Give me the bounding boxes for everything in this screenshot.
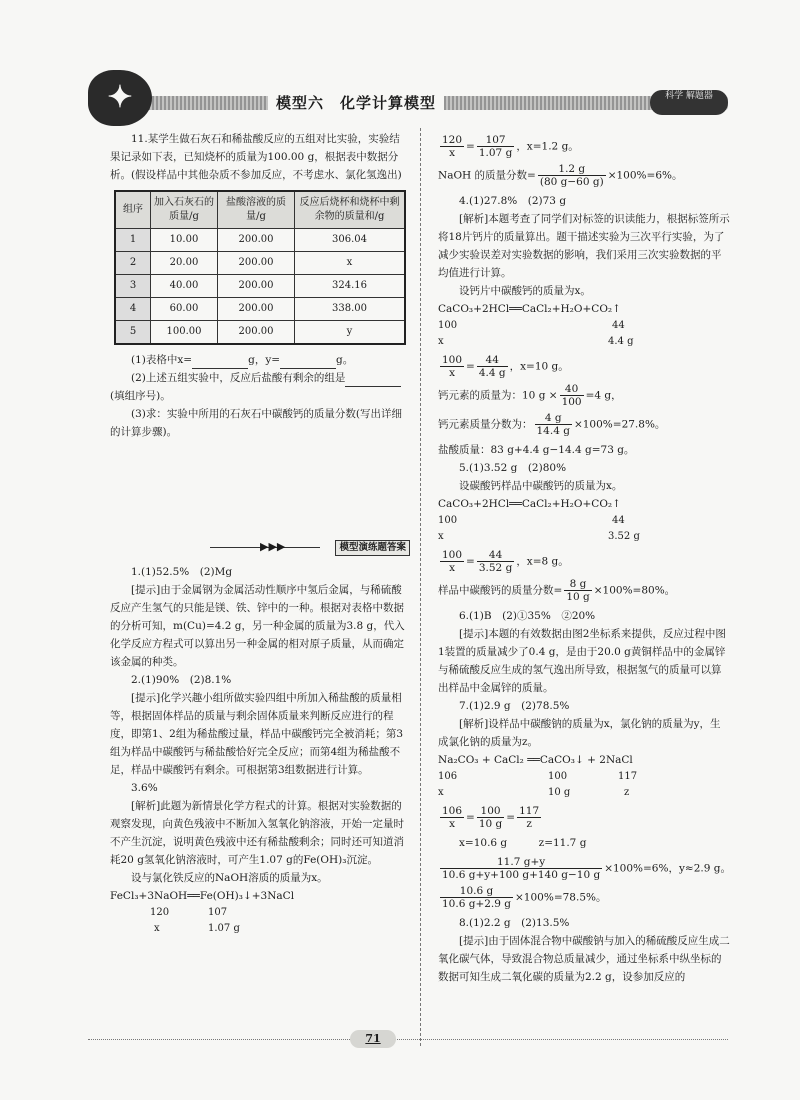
denominator: x [449, 818, 455, 830]
fraction [440, 805, 464, 830]
result: =4 g， [585, 389, 622, 402]
denominator: 3.52 g [478, 562, 513, 574]
ratio-equation: $\frac{100}{x}$ = $\frac{44}{4.4 g}$ ，x=10 g。 [442, 354, 569, 379]
fraction [477, 549, 514, 574]
table-cell: y [295, 321, 406, 345]
fraction [440, 354, 464, 379]
table-cell: 200.00 [218, 321, 295, 345]
q11-sub2-text: (2)上述五组实验中，反应后盐酸有剩余的组是 [131, 372, 346, 384]
denominator: 1.07 g [478, 147, 513, 159]
answers-label: 模型演练题答案 [335, 540, 410, 556]
mass-value: 100 [438, 320, 458, 331]
result: ，x=1.2 g。 [516, 140, 579, 153]
result: ，x=10 g。 [509, 360, 569, 373]
denominator: (80 g−60 g) [539, 176, 604, 188]
result: ×100%=6%。 [607, 169, 683, 182]
answer-blank [192, 356, 248, 369]
table-header-row [115, 191, 405, 229]
column-divider [420, 128, 421, 1046]
answer-3-set: 设与氯化铁反应的NaOH溶质的质量为x。 [131, 872, 328, 884]
table-cell: 10.00 [151, 229, 218, 252]
answer-7: 7.(1)2.9 g (2)78.5% [459, 700, 570, 712]
sample-percent [438, 578, 730, 603]
result: ×100%=80%。 [593, 584, 676, 597]
mass-value: x [154, 923, 160, 934]
mass-value: 120 [150, 907, 170, 918]
label: 样品中碳酸钙的质量分数= [438, 584, 563, 597]
nacl-fraction [438, 856, 730, 881]
mass-value: 44 [612, 515, 625, 526]
label: 钙元素的质量为：10 g × [438, 389, 558, 402]
header-badge: 科学 解题器 [650, 90, 728, 115]
mass-row [438, 318, 730, 334]
mass-value: 44 [612, 320, 625, 331]
numerator: 100 [477, 805, 504, 818]
denominator: 10.6 g+y+100 g+140 g−10 g [442, 869, 601, 881]
result: ，x=8 g。 [516, 555, 569, 568]
numerator: 44 [477, 354, 508, 367]
table-cell: 2 [115, 252, 151, 275]
table-row [115, 321, 405, 345]
calcium-percent [438, 412, 730, 437]
fraction [517, 805, 541, 830]
table-header: 反应后烧杯和烧杯中剩余物的质量和/g [295, 191, 406, 229]
table-row [115, 252, 405, 275]
mass-value: x [438, 787, 444, 798]
mass-row [438, 769, 730, 785]
fraction [440, 885, 513, 910]
numerator: 120 [442, 134, 463, 146]
table-cell: 100.00 [151, 321, 218, 345]
q11-sub2-tail: (填组序号)。 [110, 390, 171, 402]
mass-value: 3.52 g [608, 531, 640, 542]
numerator: 44 [477, 549, 514, 562]
mass-value: x [438, 336, 444, 347]
denominator: 4.4 g [478, 367, 506, 379]
ratio-equation: $\frac{100}{x}$ = $\frac{44}{3.52 g}$ ，x=8 g。 [442, 549, 569, 574]
answer-3-equation: FeCl₃+3NaOH══Fe(OH)₃↓+3NaCl [110, 890, 295, 902]
answer-3: 3.6% [131, 782, 158, 794]
mass-value: 117 [618, 771, 638, 782]
table-cell: 200.00 [218, 252, 295, 275]
numerator: 8 g [564, 578, 591, 591]
answer-5-equation: CaCO₃+2HCl══CaCl₂+H₂O+CO₂↑ [438, 498, 621, 510]
numerator: 4 g [535, 412, 572, 425]
answer-blank [280, 356, 336, 369]
page-footer [88, 1030, 728, 1050]
mass-row [438, 513, 730, 529]
numerator: 107 [477, 134, 514, 147]
naoh-fraction [438, 163, 730, 188]
numerator: 100 [442, 354, 463, 366]
section-title: 模型六 化学计算模型 [268, 92, 444, 113]
arrow-icon: ▶▶▶ [260, 540, 286, 553]
table-cell: x [295, 252, 406, 275]
page-number: 71 [350, 1030, 396, 1048]
mass-value: x [438, 531, 444, 542]
q11-sub1-text: g。 [336, 354, 354, 366]
denominator: 10.6 g+2.9 g [442, 898, 511, 910]
fraction [564, 578, 591, 603]
mass-row [438, 529, 730, 545]
q11-stem: 11.某学生做石灰石和稀盐酸反应的五组对比实验，实验结果记录如下表，已知烧杯的质量为100.00 g，根据表中数据分析。(假设样品中其他杂质不参加反应，不考虑水、氯化氢逸出) [110, 133, 402, 181]
mass-value: 1.07 g [208, 923, 240, 934]
result: ×100%=78.5%。 [515, 891, 607, 904]
numerator: 10.6 g [440, 885, 513, 898]
table-row [115, 298, 405, 321]
answer-4-set: 设钙片中碳酸钙的质量为x。 [459, 285, 591, 297]
table-cell: 324.16 [295, 275, 406, 298]
table-cell: 306.04 [295, 229, 406, 252]
table-row [115, 275, 405, 298]
denominator: 14.4 g [536, 425, 570, 437]
answer-1: 1.(1)52.5% (2)Mg [131, 566, 233, 578]
answer-6: 6.(1)B (2)①35% ②20% [459, 610, 596, 622]
table-cell: 338.00 [295, 298, 406, 321]
mass-row [110, 921, 410, 937]
logo-icon: ✦ [88, 70, 152, 126]
table-cell: 40.00 [151, 275, 218, 298]
mass-value: 107 [208, 907, 228, 918]
fraction [477, 354, 508, 379]
xz-values: x=10.6 g z=11.7 g [459, 837, 587, 849]
denominator: x [449, 147, 455, 159]
fraction [538, 163, 606, 188]
table-cell: 3 [115, 275, 151, 298]
mass-value: z [624, 787, 630, 798]
denominator: 10 g [478, 818, 503, 830]
fraction [440, 549, 464, 574]
mass-row [438, 334, 730, 350]
table-header: 盐酸溶液的质量/g [218, 191, 295, 229]
answer-5: 5.(1)3.52 g (2)80% [459, 462, 567, 474]
denominator: 100 [561, 396, 582, 408]
table-header: 加入石灰石的质量/g [151, 191, 218, 229]
table-cell: 200.00 [218, 298, 295, 321]
calcium-mass [438, 383, 730, 408]
fraction [477, 805, 504, 830]
numerator: 117 [519, 805, 540, 817]
answer-blank [345, 374, 401, 387]
denominator: x [449, 367, 455, 379]
mass-value: 106 [438, 771, 458, 782]
table-cell: 200.00 [218, 229, 295, 252]
na2co3-fraction [438, 885, 730, 910]
numerator: 1.2 g [538, 163, 606, 176]
label: NaOH 的质量分数= [438, 169, 536, 182]
denominator: x [449, 562, 455, 574]
q11-sub3: (3)求：实验中所用的石灰石中碳酸钙的质量分数(写出详细的计算步骤)。 [110, 408, 402, 438]
table-cell: 5 [115, 321, 151, 345]
q11-sub1 [110, 351, 410, 369]
page-header [88, 70, 728, 118]
right-column [438, 130, 730, 986]
fraction [560, 383, 584, 408]
fraction [440, 856, 602, 881]
answer-2: 2.(1)90% (2)8.1% [131, 674, 232, 686]
label: 钙元素质量分数为： [438, 418, 533, 431]
mass-value: 100 [548, 771, 568, 782]
footer-rule [88, 1039, 728, 1040]
table-cell: 200.00 [218, 275, 295, 298]
experiment-table [114, 190, 406, 345]
table-cell: 20.00 [151, 252, 218, 275]
ratio-equation: $\frac{120}{x}$ = $\frac{107}{1.07 g}$ ，x=1.2 g。 [442, 134, 579, 159]
table-cell: 1 [115, 229, 151, 252]
fraction [477, 134, 514, 159]
answer-8-hint: [提示]由于固体混合物中碳酸钠与加入的稀硫酸反应生成二氧化碳气体，导致混合物总质量减少，通过坐标系中纵坐标的数据可知生成二氧化碳的质量为2.2 g，设参加反应的 [438, 935, 730, 983]
table-row [115, 229, 405, 252]
table-cell: 60.00 [151, 298, 218, 321]
answer-6-hint: [提示]本题的有效数据由图2坐标系来提供，反应过程中图1装置的质量减少了0.4 g，是由于20.0 g黄铜样品中的金属锌与稀硫酸反应生成的氢气逸出所导致，根据氢气的质量可以算出样品中金属锌的质量。 [438, 628, 726, 694]
fraction [440, 134, 464, 159]
fraction [535, 412, 572, 437]
mass-value: 100 [438, 515, 458, 526]
left-column [110, 130, 410, 937]
answer-2-hint: [提示]化学兴趣小组所做实验四组中所加入稀盐酸的质量相等，根据固体样品的质量与剩余固体质量来判断反应进行的程度，即第1、2组为稀盐酸过量，样品中碳酸钙完全被消耗；第3组为样品中碳酸钙与稀盐酸恰好完全反应；而第4组为稀盐酸不足，样品中碳酸钙有剩余。可根据第3组数据进行计算。 [110, 692, 404, 776]
mass-row [110, 905, 410, 921]
numerator: 11.7 g+y [440, 856, 602, 869]
table-header: 组序 [115, 191, 151, 229]
result: ×100%=27.8%。 [573, 418, 666, 431]
q11-sub1-text: (1)表格中x= [131, 354, 193, 366]
hcl-mass: 盐酸质量：83 g+4.4 g−14.4 g=73 g。 [438, 444, 635, 456]
answers-section-header [110, 537, 410, 559]
answer-1-hint: [提示]由于金属钢为金属活动性顺序中氢后金属，与稀硫酸反应产生氢气的只能是镁、铁、锌中的一种。根据对表格中数据的分析可知，m(Cu)=4.2 g，另一种金属的质量为3.8 g，代入化学反应方程式可以算出另一种金属的相对原子质量，从而确定该金属的种类。 [110, 584, 405, 668]
answer-4-hint: [解析]本题考查了同学们对标签的识读能力，根据标签所示将18片钙片的质量算出。题干描述实验为三次平行实验，为了减少实验误差对实验数据的影响，我们采用三次实验数据的平均值进行计算。 [438, 213, 730, 279]
answer-5-set: 设碳酸钙样品中碳酸钙的质量为x。 [459, 480, 623, 492]
q11-sub1-text: g，y= [248, 354, 281, 366]
numerator: 106 [442, 805, 463, 817]
answer-4-equation: CaCO₃+2HCl══CaCl₂+H₂O+CO₂↑ [438, 303, 621, 315]
ratio-equation: $\frac{106}{x}$ = $\frac{100}{10 g}$ = $\frac{117}{z}$ [442, 805, 540, 830]
result: ×100%=6%，y≈2.9 g。 [604, 862, 731, 875]
numerator: 40 [560, 383, 584, 396]
table-cell: 4 [115, 298, 151, 321]
denominator: 10 g [566, 591, 590, 603]
mass-value: 10 g [548, 787, 571, 798]
answer-7-equation: Na₂CO₃ + CaCl₂ ══CaCO₃↓ + 2NaCl [438, 754, 633, 766]
answer-8: 8.(1)2.2 g (2)13.5% [459, 917, 570, 929]
denominator: z [526, 818, 532, 830]
answer-4: 4.(1)27.8% (2)73 g [459, 195, 567, 207]
mass-value: 4.4 g [608, 336, 634, 347]
q11-sub2 [110, 369, 410, 387]
answer-3-hint: [解析]此题为新情景化学方程式的计算。根据对实验数据的观察发现，向黄色残液中不断加入氢氧化钠溶液，开始一定量时不产生沉淀，说明黄色残液中还有稀盐酸剩余；同时还可知道消耗20 g氢氧化钠溶液时，可产生1.07 g的Fe(OH)₃沉淀。 [110, 800, 404, 866]
mass-row [438, 785, 730, 801]
numerator: 100 [442, 549, 463, 561]
answer-7-hint: [解析]设样品中碳酸钠的质量为x，氯化钠的质量为y，生成氯化钠的质量为z。 [438, 718, 721, 748]
